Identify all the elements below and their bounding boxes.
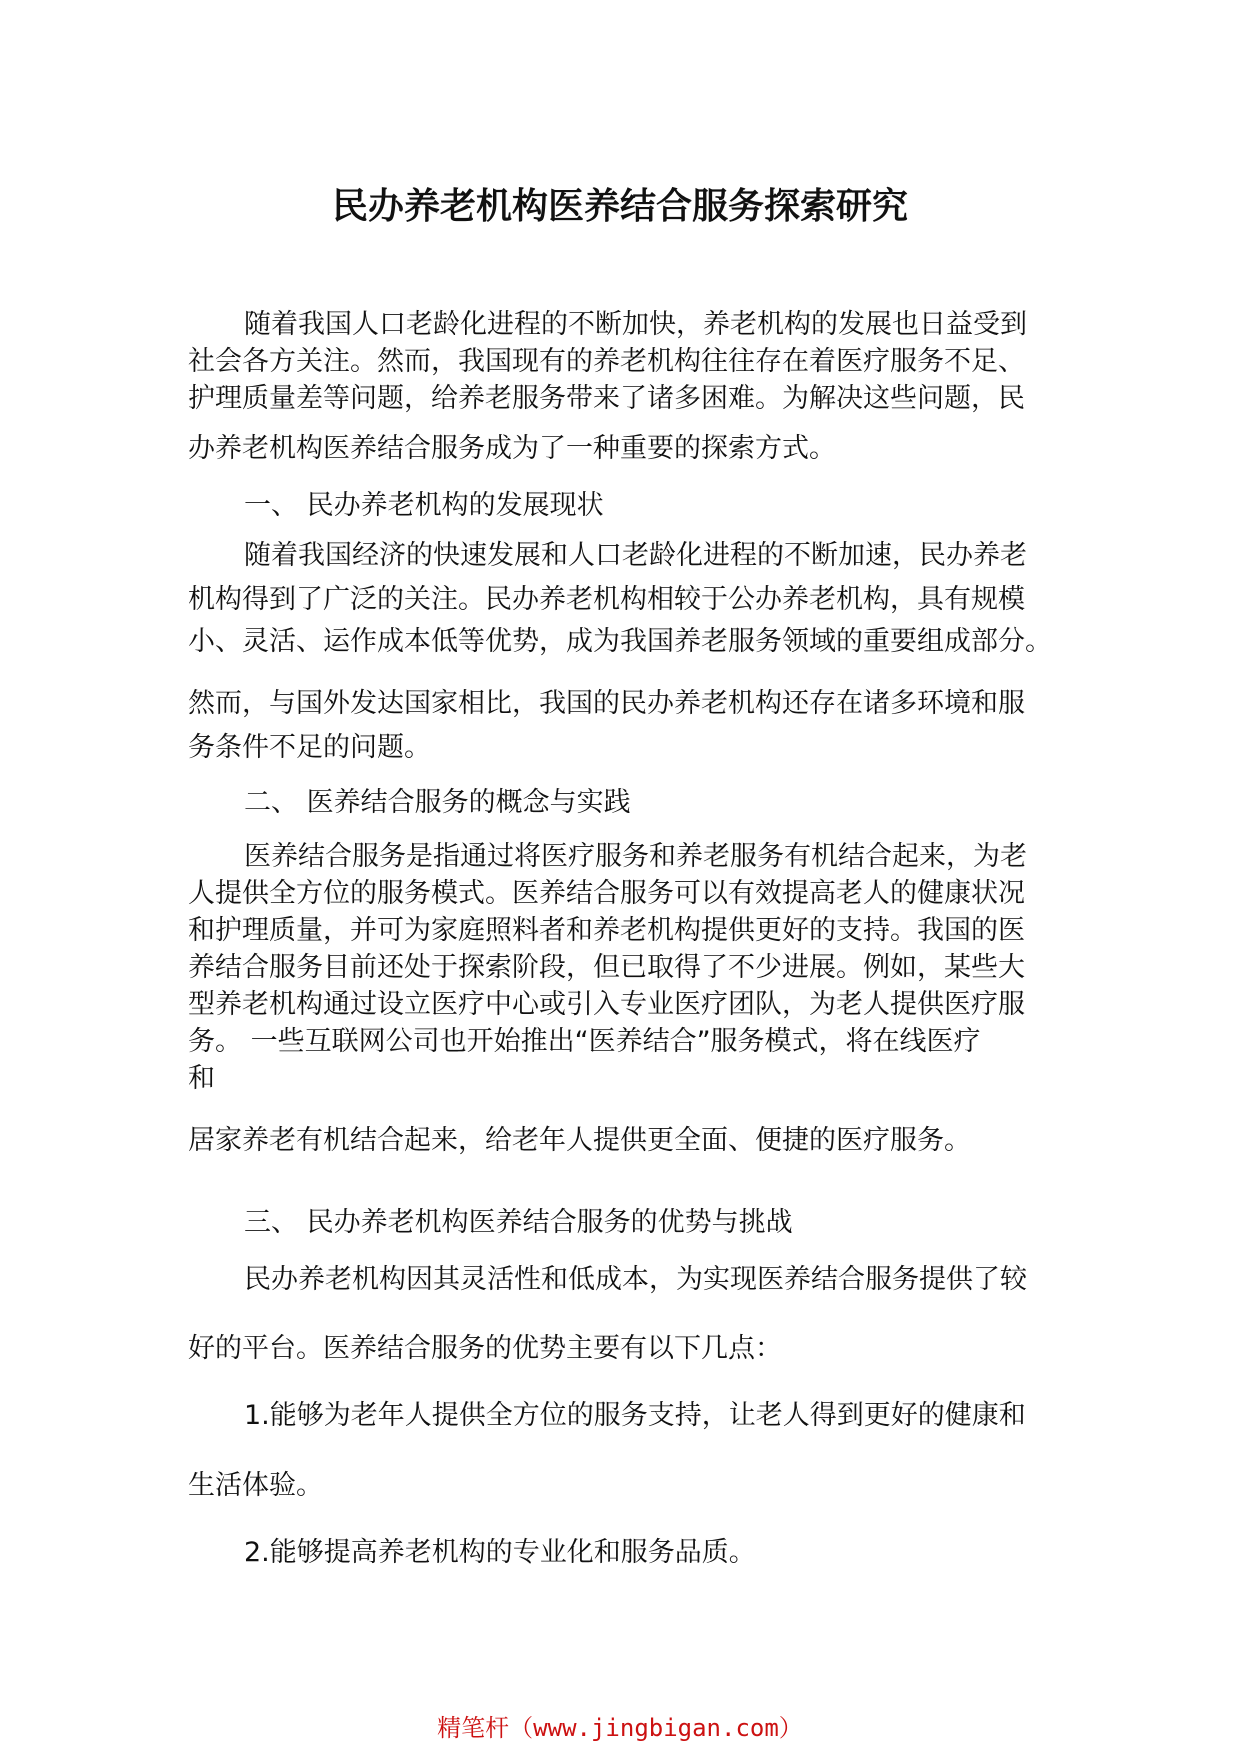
paragraph-line: 机构得到了广泛的关注。民办养老机构相较于公办养老机构，具有规模 (188, 584, 1025, 615)
list-item: 1.能够为老年人提供全方位的服务支持，让老人得到更好的健康和 (244, 1400, 1026, 1431)
paragraph-line: 民办养老机构因其灵活性和低成本，为实现医养结合服务提供了较 (244, 1264, 1027, 1295)
paragraph-line: 随着我国人口老龄化进程的不断加快，养老机构的发展也日益受到 (244, 309, 1027, 340)
paragraph-line: 养结合服务目前还处于探索阶段，但已取得了不少进展。例如，某些大 (188, 952, 1025, 983)
paragraph-line: 办养老机构医养结合服务成为了一种重要的探索方式。 (188, 433, 836, 464)
paragraph-line: 人提供全方位的服务模式。医养结合服务可以有效提高老人的健康状况 (188, 878, 1025, 909)
paragraph-line: 生活体验。 (188, 1470, 323, 1501)
paragraph-line: 和护理质量，并可为家庭照料者和养老机构提供更好的支持。我国的医 (188, 915, 1025, 946)
section-heading-1: 一、 民办养老机构的发展现状 (244, 490, 604, 521)
footer-watermark: 精笔杆（www.jingbigan.com） (437, 1714, 803, 1742)
paragraph-line: 医养结合服务是指通过将医疗服务和养老服务有机结合起来，为老 (244, 841, 1027, 872)
list-item: 2.能够提高养老机构的专业化和服务品质。 (244, 1537, 756, 1568)
paragraph-line: 小、灵活、运作成本低等优势，成为我国养老服务领域的重要组成部分。 (188, 626, 1052, 657)
paragraph-line: 居家养老有机结合起来，给老年人提供更全面、便捷的医疗服务。 (188, 1125, 971, 1156)
paragraph-line: 随着我国经济的快速发展和人口老龄化进程的不断加速，民办养老 (244, 540, 1027, 571)
paragraph-line: 好的平台。医养结合服务的优势主要有以下几点： (188, 1333, 782, 1364)
paragraph-line: 护理质量差等问题，给养老服务带来了诸多困难。为解决这些问题，民 (188, 383, 1025, 414)
paragraph-line: 务。 一些互联网公司也开始推出“医养结合”服务模式，将在线医疗 (188, 1026, 981, 1057)
paragraph-line: 务条件不足的问题。 (188, 732, 431, 763)
document-title: 民办养老机构医养结合服务探索研究 (331, 186, 908, 227)
paragraph-line: 然而，与国外发达国家相比，我国的民办养老机构还存在诸多环境和服 (188, 688, 1025, 719)
paragraph-line: 社会各方关注。然而，我国现有的养老机构往往存在着医疗服务不足、 (188, 346, 1025, 377)
section-heading-2: 二、 医养结合服务的概念与实践 (244, 787, 631, 818)
paragraph-line: 和 (188, 1063, 215, 1094)
paragraph-line: 型养老机构通过设立医疗中心或引入专业医疗团队，为老人提供医疗服 (188, 989, 1025, 1020)
section-heading-3: 三、 民办养老机构医养结合服务的优势与挑战 (244, 1207, 793, 1238)
